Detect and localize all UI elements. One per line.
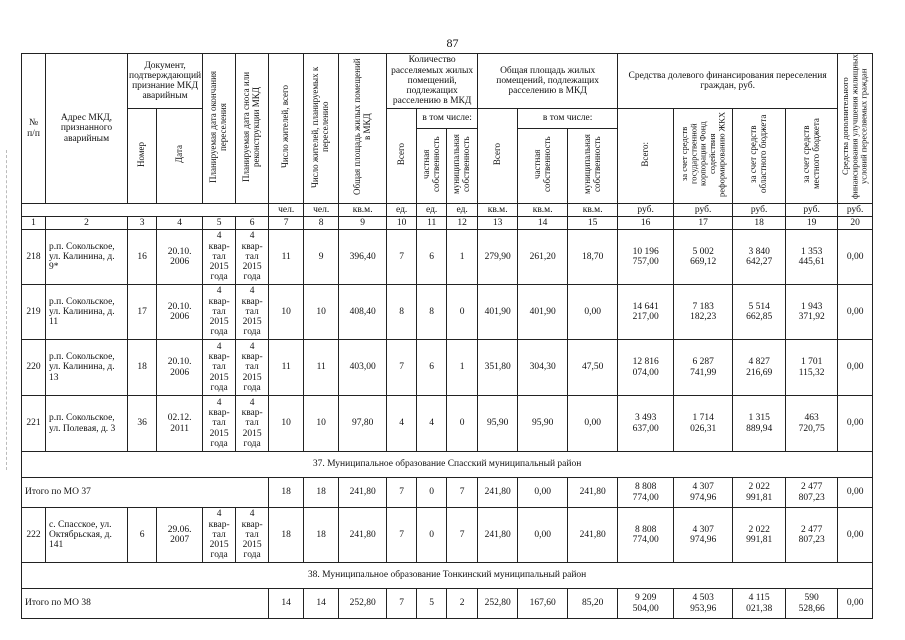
total-row <box>22 478 873 508</box>
total-value-f-total: 9 209 504,00 <box>618 589 674 619</box>
row-value-f-total: 8 808 774,00 <box>618 508 674 563</box>
row-value-c-mun: 7 <box>447 508 478 563</box>
row-value-a-mun: 0,00 <box>568 396 618 452</box>
column-number: 14 <box>518 217 568 230</box>
row-value-a-total: 401,90 <box>478 285 518 340</box>
total-value-area: 252,80 <box>339 589 387 619</box>
row-value-f-extra: 0,00 <box>838 396 873 452</box>
row-value-c-total: 8 <box>387 285 417 340</box>
total-value-f-reg: 2 022 991,81 <box>733 478 786 508</box>
row-value-f-total: 3 493 637,00 <box>618 396 674 452</box>
total-value-c-total: 7 <box>387 478 417 508</box>
column-number: 8 <box>304 217 339 230</box>
page-number: 87 <box>446 36 459 50</box>
row-value-f-extra: 0,00 <box>838 285 873 340</box>
total-value-c-total: 7 <box>387 589 417 619</box>
row-value-f-fond: 1 714 026,31 <box>674 396 733 452</box>
row-value-a-mun: 241,80 <box>568 508 618 563</box>
header-count-private: частная собственность <box>417 129 447 204</box>
unit-cell: ед. <box>447 204 478 217</box>
header-area-municipal: муниципальная собственность <box>568 129 618 204</box>
unit-cell: руб. <box>618 204 674 217</box>
row-value-res: 10 <box>269 285 304 340</box>
row-number: 218 <box>22 230 46 285</box>
unit-cell: чел. <box>304 204 339 217</box>
row-value-res: 10 <box>269 396 304 452</box>
row-value-a-priv: 0,00 <box>518 508 568 563</box>
column-number: 9 <box>339 217 387 230</box>
row-value-a-priv: 95,90 <box>518 396 568 452</box>
column-number: 10 <box>387 217 417 230</box>
header-planned-demolition: Планируемая дата сноса или реконструкции МКД <box>236 54 269 204</box>
row-value-c-priv: 0 <box>417 508 447 563</box>
row-planned-end: 4 квар- тал 2015 года <box>203 285 236 340</box>
column-number: 13 <box>478 217 518 230</box>
row-value-f-reg: 1 315 889,94 <box>733 396 786 452</box>
row-value-a-total: 241,80 <box>478 508 518 563</box>
row-value-f-fond: 6 287 741,99 <box>674 340 733 396</box>
row-number: 220 <box>22 340 46 396</box>
total-value-plan: 18 <box>304 478 339 508</box>
unit-cell: руб. <box>786 204 838 217</box>
total-value-area: 241,80 <box>339 478 387 508</box>
row-address: р.п. Сокольское, ул. Калинина, д. 11 <box>46 285 128 340</box>
column-number: 12 <box>447 217 478 230</box>
row-planned-demolition: 4 квар- тал 2015 года <box>236 285 269 340</box>
unit-cell: чел. <box>269 204 304 217</box>
row-planned-demolition: 4 квар- тал 2015 года <box>236 508 269 563</box>
header-no: № п/п <box>22 54 46 204</box>
total-value-res: 14 <box>269 589 304 619</box>
row-value-a-priv: 401,90 <box>518 285 568 340</box>
column-number: 3 <box>128 217 157 230</box>
row-value-res: 18 <box>269 508 304 563</box>
total-value-f-loc: 2 477 807,23 <box>786 478 838 508</box>
row-value-f-extra: 0,00 <box>838 340 873 396</box>
row-value-a-total: 279,90 <box>478 230 518 285</box>
row-doc-number: 6 <box>128 508 157 563</box>
table-row <box>22 285 873 340</box>
total-value-c-priv: 5 <box>417 589 447 619</box>
row-value-a-priv: 304,30 <box>518 340 568 396</box>
row-address: р.п. Сокольское, ул. Калинина, д. 13 <box>46 340 128 396</box>
row-planned-demolition: 4 квар- тал 2015 года <box>236 340 269 396</box>
row-value-area: 241,80 <box>339 508 387 563</box>
row-value-f-reg: 4 827 216,69 <box>733 340 786 396</box>
row-value-a-mun: 18,70 <box>568 230 618 285</box>
unit-cell: кв.м. <box>339 204 387 217</box>
total-row <box>22 589 873 619</box>
row-value-f-fond: 7 183 182,23 <box>674 285 733 340</box>
total-value-f-reg: 4 115 021,38 <box>733 589 786 619</box>
row-doc-number: 18 <box>128 340 157 396</box>
scan-edge-mark <box>6 150 8 470</box>
total-value-c-mun: 7 <box>447 478 478 508</box>
row-value-f-loc: 1 701 115,32 <box>786 340 838 396</box>
row-doc-date: 20.10. 2006 <box>157 285 203 340</box>
row-value-c-mun: 0 <box>447 396 478 452</box>
header-area-private: частная собственность <box>518 129 568 204</box>
row-value-f-reg: 2 022 991,81 <box>733 508 786 563</box>
column-numbers-row <box>22 217 873 230</box>
row-address: с. Спасское, ул. Октябрьская, д. 141 <box>46 508 128 563</box>
header-count-municipal: муниципальная собственность <box>447 129 478 204</box>
header-total-area: Общая площадь жилых помещений в МКД <box>339 54 387 204</box>
row-value-f-extra: 0,00 <box>838 508 873 563</box>
header-fund-total: Всего: <box>618 109 674 204</box>
unit-cell: руб. <box>733 204 786 217</box>
row-doc-number: 17 <box>128 285 157 340</box>
total-value-c-priv: 0 <box>417 478 447 508</box>
section-row <box>22 452 873 478</box>
section-title: 37. Муниципальное образование Спасский муниципальный район <box>22 452 873 478</box>
total-value-f-fond: 4 307 974,96 <box>674 478 733 508</box>
total-value-res: 18 <box>269 478 304 508</box>
total-value-c-mun: 2 <box>447 589 478 619</box>
column-number: 2 <box>46 217 128 230</box>
unit-cell: ед. <box>417 204 447 217</box>
resettlement-table <box>21 53 873 619</box>
row-number: 219 <box>22 285 46 340</box>
header-funding-group: Средства долевого финансирования переселения граждан, руб. <box>618 54 838 109</box>
row-value-res: 11 <box>269 230 304 285</box>
section-title: 38. Муниципальное образование Тонкинский муниципальный район <box>22 563 873 589</box>
row-address: р.п. Сокольское, ул. Калинина, д. 9* <box>46 230 128 285</box>
row-value-c-priv: 8 <box>417 285 447 340</box>
total-value-a-mun: 85,20 <box>568 589 618 619</box>
row-address: р.п. Сокольское, ул. Полевая, д. 3 <box>46 396 128 452</box>
table-row <box>22 396 873 452</box>
column-number: 4 <box>157 217 203 230</box>
row-value-f-loc: 1 353 445,61 <box>786 230 838 285</box>
header-count-total: Всего <box>387 109 417 204</box>
row-value-area: 97,80 <box>339 396 387 452</box>
row-value-res: 11 <box>269 340 304 396</box>
header-area-total: Всего <box>478 109 518 204</box>
row-value-area: 396,40 <box>339 230 387 285</box>
header-address: Адрес МКД, признанного аварийным <box>46 54 128 204</box>
section-row <box>22 563 873 589</box>
table-row <box>22 230 873 285</box>
column-number: 18 <box>733 217 786 230</box>
row-doc-date: 29.06. 2007 <box>157 508 203 563</box>
row-value-plan: 10 <box>304 396 339 452</box>
column-number: 1 <box>22 217 46 230</box>
unit-cell: кв.м. <box>518 204 568 217</box>
column-number: 20 <box>838 217 873 230</box>
total-value-a-total: 252,80 <box>478 589 518 619</box>
column-number: 16 <box>618 217 674 230</box>
row-value-c-priv: 6 <box>417 340 447 396</box>
header-area-group: Общая площадь жилых помещений, подлежащих расселению в МКД <box>478 54 618 109</box>
table-row <box>22 340 873 396</box>
header-count-group: Количество расселяемых жилых помещений, подлежащих расселению в МКД <box>387 54 478 109</box>
header-residents-total: Число жителей, всего <box>269 54 304 204</box>
column-number: 7 <box>269 217 304 230</box>
column-number: 5 <box>203 217 236 230</box>
row-value-f-loc: 2 477 807,23 <box>786 508 838 563</box>
row-value-plan: 10 <box>304 285 339 340</box>
row-planned-end: 4 квар- тал 2015 года <box>203 340 236 396</box>
row-value-a-mun: 0,00 <box>568 285 618 340</box>
row-planned-demolition: 4 квар- тал 2015 года <box>236 396 269 452</box>
row-value-f-loc: 463 720,75 <box>786 396 838 452</box>
header-doc-date: Дата <box>157 109 203 204</box>
row-value-plan: 18 <box>304 508 339 563</box>
row-value-a-priv: 261,20 <box>518 230 568 285</box>
header-fund-fond: за счет средств государственной корпорации Фонд содействия реформированию ЖКХ <box>674 109 733 204</box>
row-number: 222 <box>22 508 46 563</box>
header-count-in-that: в том числе: <box>417 109 478 129</box>
total-value-f-fond: 4 503 953,96 <box>674 589 733 619</box>
column-number: 15 <box>568 217 618 230</box>
unit-cell: ед. <box>387 204 417 217</box>
row-value-a-total: 95,90 <box>478 396 518 452</box>
column-number: 19 <box>786 217 838 230</box>
total-value-a-mun: 241,80 <box>568 478 618 508</box>
table-row <box>22 508 873 563</box>
total-value-f-total: 8 808 774,00 <box>618 478 674 508</box>
column-number: 11 <box>417 217 447 230</box>
row-number: 221 <box>22 396 46 452</box>
row-value-a-mun: 47,50 <box>568 340 618 396</box>
row-value-area: 408,40 <box>339 285 387 340</box>
row-doc-number: 36 <box>128 396 157 452</box>
header-planned-end: Планируемая дата окончания переселения <box>203 54 236 204</box>
row-doc-number: 16 <box>128 230 157 285</box>
total-value-f-extra: 0,00 <box>838 478 873 508</box>
header-fund-region: за счет средств областного бюджета <box>733 109 786 204</box>
row-value-f-extra: 0,00 <box>838 230 873 285</box>
row-planned-demolition: 4 квар- тал 2015 года <box>236 230 269 285</box>
header-area-in-that: в том числе: <box>518 109 618 129</box>
row-value-c-total: 4 <box>387 396 417 452</box>
header-document: Документ, подтверждающий признание МКД аварийным <box>128 54 203 109</box>
unit-cell: руб. <box>674 204 733 217</box>
row-doc-date: 20.10. 2006 <box>157 340 203 396</box>
row-value-f-fond: 4 307 974,96 <box>674 508 733 563</box>
total-label: Итого по МО 37 <box>22 478 269 508</box>
row-value-f-loc: 1 943 371,92 <box>786 285 838 340</box>
total-label: Итого по МО 38 <box>22 589 269 619</box>
total-value-f-loc: 590 528,66 <box>786 589 838 619</box>
row-planned-end: 4 квар- тал 2015 года <box>203 230 236 285</box>
row-value-f-total: 12 816 074,00 <box>618 340 674 396</box>
row-value-f-total: 10 196 757,00 <box>618 230 674 285</box>
total-value-a-priv: 167,60 <box>518 589 568 619</box>
total-value-plan: 14 <box>304 589 339 619</box>
row-planned-end: 4 квар- тал 2015 года <box>203 396 236 452</box>
column-number: 17 <box>674 217 733 230</box>
header-doc-number: Номер <box>128 109 157 204</box>
header-residents-planned: Число жителей, планируемых к переселению <box>304 54 339 204</box>
total-value-a-total: 241,80 <box>478 478 518 508</box>
header-extra-funding: Средства дополнительного финансирования улучшения жилищных условий переселяемых граждан <box>838 54 873 204</box>
unit-cell: кв.м. <box>478 204 518 217</box>
row-doc-date: 02.12. 2011 <box>157 396 203 452</box>
unit-cell: кв.м. <box>568 204 618 217</box>
row-value-c-total: 7 <box>387 508 417 563</box>
units-row <box>22 204 873 217</box>
row-value-f-reg: 3 840 642,27 <box>733 230 786 285</box>
total-value-a-priv: 0,00 <box>518 478 568 508</box>
row-planned-end: 4 квар- тал 2015 года <box>203 508 236 563</box>
row-value-a-total: 351,80 <box>478 340 518 396</box>
row-value-area: 403,00 <box>339 340 387 396</box>
row-doc-date: 20.10. 2006 <box>157 230 203 285</box>
row-value-plan: 9 <box>304 230 339 285</box>
row-value-c-mun: 0 <box>447 285 478 340</box>
row-value-c-total: 7 <box>387 340 417 396</box>
row-value-f-fond: 5 002 669,12 <box>674 230 733 285</box>
total-value-f-extra: 0,00 <box>838 589 873 619</box>
row-value-plan: 11 <box>304 340 339 396</box>
row-value-c-mun: 1 <box>447 230 478 285</box>
row-value-c-priv: 4 <box>417 396 447 452</box>
header-fund-local: за счет средств местного бюджета <box>786 109 838 204</box>
row-value-c-priv: 6 <box>417 230 447 285</box>
row-value-c-total: 7 <box>387 230 417 285</box>
row-value-f-reg: 5 514 662,85 <box>733 285 786 340</box>
unit-cell: руб. <box>838 204 873 217</box>
column-number: 6 <box>236 217 269 230</box>
row-value-f-total: 14 641 217,00 <box>618 285 674 340</box>
row-value-c-mun: 1 <box>447 340 478 396</box>
